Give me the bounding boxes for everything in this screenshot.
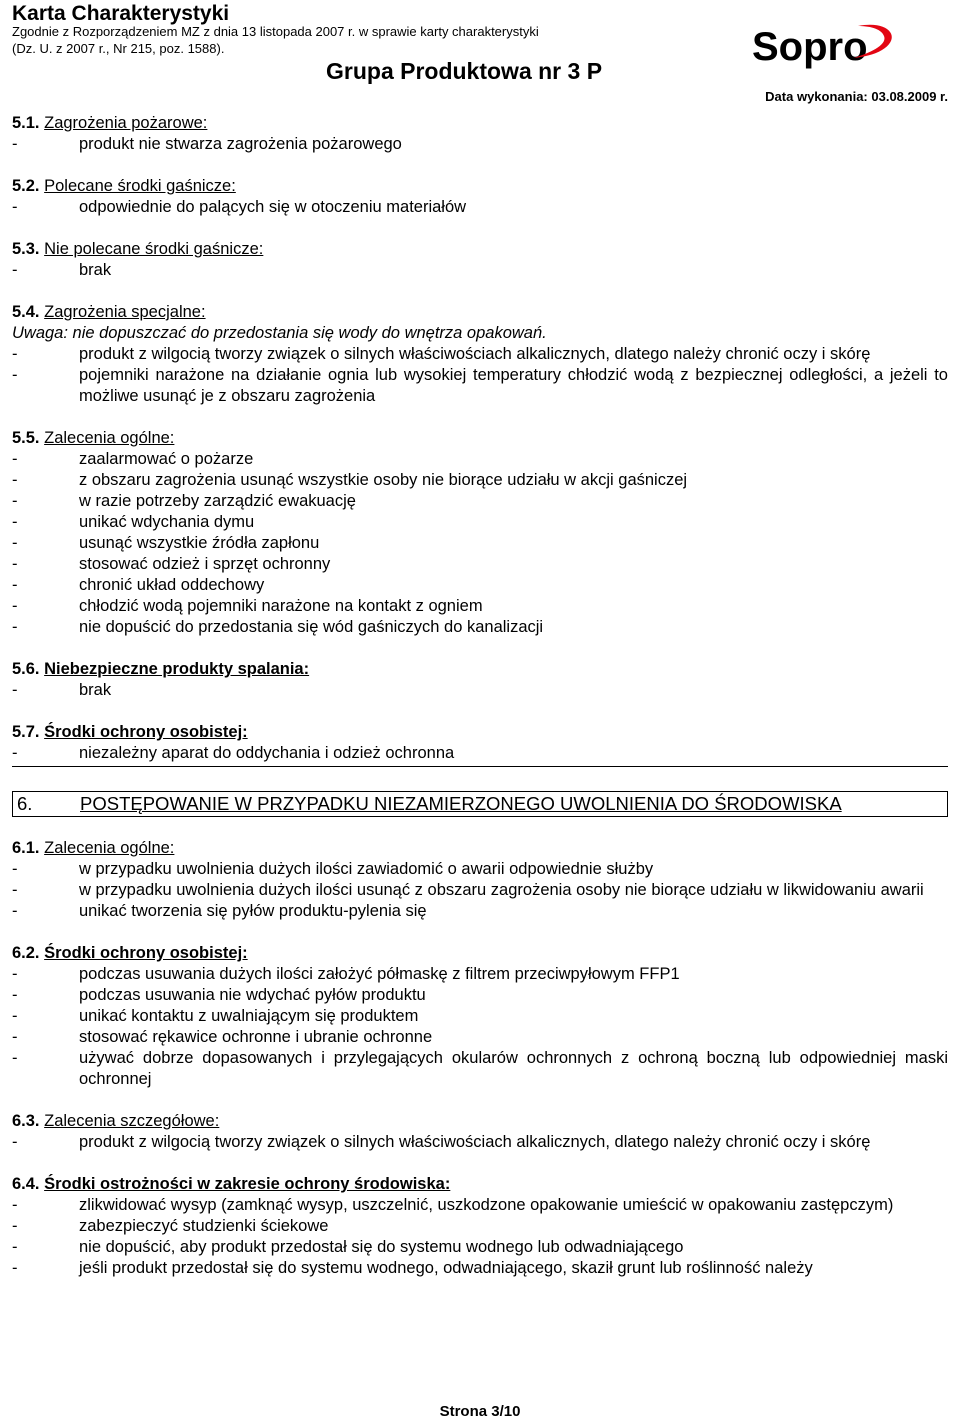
list-item: - jeśli produkt przedostał się do systemu wodnego, odwadniającego, skaził grunt lub roślinność należy — [12, 1259, 813, 1277]
section-heading: 5.1. Zagrożenia pożarowe: — [12, 114, 208, 132]
list-item: - niezależny aparat do oddychania i odzież ochronna — [12, 744, 455, 762]
list-item: - w przypadku uwolnienia dużych ilości usunąć z obszaru zagrożenia osoby nie biorące udziału w likwidowaniu awarii — [12, 881, 924, 899]
section-heading: 5.3. Nie polecane środki gaśnicze: — [12, 240, 264, 258]
warning-note: Uwaga: nie dopuszczać do przedostania się wody do wnętrza opakowań. — [12, 324, 547, 342]
list-item: - odpowiednie do palących się w otoczeniu materiałów — [12, 198, 467, 216]
logo-text: Sopro — [752, 25, 868, 69]
list-item: - unikać kontaktu z uwalniającym się produktem — [12, 1007, 419, 1025]
list-item: - brak — [12, 681, 112, 699]
list-item: - podczas usuwania nie wdychać pyłów produktu — [12, 986, 426, 1004]
list-item: - chronić układ oddechowy — [12, 576, 265, 594]
list-item: - podczas usuwania dużych ilości założyć półmaskę z filtrem przeciwpyłowym FFP1 — [12, 965, 680, 983]
doc-title: Karta Charakterystyki — [12, 2, 230, 25]
sopro-logo — [750, 20, 900, 78]
section-heading: 5.4. Zagrożenia specjalne: — [12, 303, 206, 321]
list-item: - używać dobrze dopasowanych i przylegających okularów ochronnych z ochroną boczną lub odpowiedniej maski ochronnej — [12, 1049, 948, 1088]
list-item: - w przypadku uwolnienia dużych ilości zawiadomić o awarii odpowiednie służby — [12, 860, 654, 878]
section-heading: 5.7. Środki ochrony osobistej: — [12, 723, 248, 741]
section-5-4 — [12, 302, 948, 407]
product-group: Grupa Produktowa nr 3 P — [326, 58, 603, 84]
list-item: - stosować rękawice ochronne i ubranie ochronne — [12, 1028, 433, 1046]
list-item: - unikać tworzenia się pyłów produktu-pylenia się — [12, 902, 427, 920]
doc-subtitle-line1: Zgodnie z Rozporządzeniem MZ z dnia 13 listopada 2007 r. w sprawie karty charakterystyki — [12, 24, 539, 39]
list-item: - produkt nie stwarza zagrożenia pożarowego — [12, 135, 402, 153]
list-item: - chłodzić wodą pojemniki narażone na kontakt z ogniem — [12, 597, 483, 615]
section-6-4 — [12, 1174, 948, 1279]
list-item: - nie dopuścić, aby produkt przedostał się do systemu wodnego lub odwadniającego — [12, 1238, 684, 1256]
document-body — [12, 113, 948, 1279]
list-item: - zabezpieczyć studzienki ściekowe — [12, 1217, 329, 1235]
section-6-3 — [12, 1111, 948, 1153]
section-heading: 6.4. Środki ostrożności w zakresie ochrony środowiska: — [12, 1175, 451, 1193]
section-6-1 — [12, 838, 948, 922]
list-item: - z obszaru zagrożenia usunąć wszystkie osoby nie biorące udziału w akcji gaśniczej — [12, 471, 688, 489]
list-item: - w razie potrzeby zarządzić ewakuację — [12, 492, 356, 510]
list-item: - usunąć wszystkie źródła zapłonu — [12, 534, 320, 552]
section-heading: 5.6. Niebezpieczne produkty spalania: — [12, 660, 310, 678]
list-item: - stosować odzież i sprzęt ochronny — [12, 555, 331, 573]
list-item: - produkt z wilgocią tworzy związek o silnych właściwościach alkalicznych, dlatego należy chronić oczy i skórę — [12, 1133, 871, 1151]
chapter-6-heading: 6. POSTĘPOWANIE W PRZYPADKU NIEZAMIERZONEGO UWOLNIENIA DO ŚRODOWISKA — [12, 791, 948, 817]
section-5-6 — [12, 659, 948, 701]
section-5-1 — [12, 113, 948, 155]
section-5-5 — [12, 428, 948, 638]
section-5-2 — [12, 176, 948, 218]
section-heading: 5.2. Polecane środki gaśnicze: — [12, 177, 236, 195]
section-5-7 — [12, 722, 948, 767]
list-item: - pojemniki narażone na działanie ognia lub wysokiej temperatury chłodzić wodą z bezpiecznej odległości, a jeżeli to możliwe usunąć je z obszaru zagrożenia — [12, 366, 948, 405]
section-6-2 — [12, 943, 948, 1090]
divider — [12, 766, 948, 767]
doc-subtitle-line2: (Dz. U. z 2007 r., Nr 215, poz. 1588). — [12, 41, 225, 56]
list-item: - produkt z wilgocią tworzy związek o silnych właściwościach alkalicznych, dlatego należy chronić oczy i skórę — [12, 345, 871, 363]
list-item: - unikać wdychania dymu — [12, 513, 255, 531]
section-5-3 — [12, 239, 948, 281]
section-heading: 6.2. Środki ochrony osobistej: — [12, 944, 248, 962]
list-item: - zlikwidować wysyp (zamknąć wysyp, uszczelnić, uszkodzone opakowanie umieścić w opakowaniu zastępczym) — [12, 1196, 894, 1214]
creation-date: Data wykonania: 03.08.2009 r. — [765, 89, 948, 104]
section-heading: 6.3. Zalecenia szczegółowe: — [12, 1112, 220, 1130]
list-item: - zaalarmować o pożarze — [12, 450, 254, 468]
section-heading: 5.5. Zalecenia ogólne: — [12, 429, 175, 447]
list-item: - nie dopuścić do przedostania się wód gaśniczych do kanalizacji — [12, 618, 544, 636]
page-number: Strona 3/10 — [439, 1403, 521, 1420]
list-item: - brak — [12, 261, 112, 279]
section-heading: 6.1. Zalecenia ogólne: — [12, 839, 175, 857]
